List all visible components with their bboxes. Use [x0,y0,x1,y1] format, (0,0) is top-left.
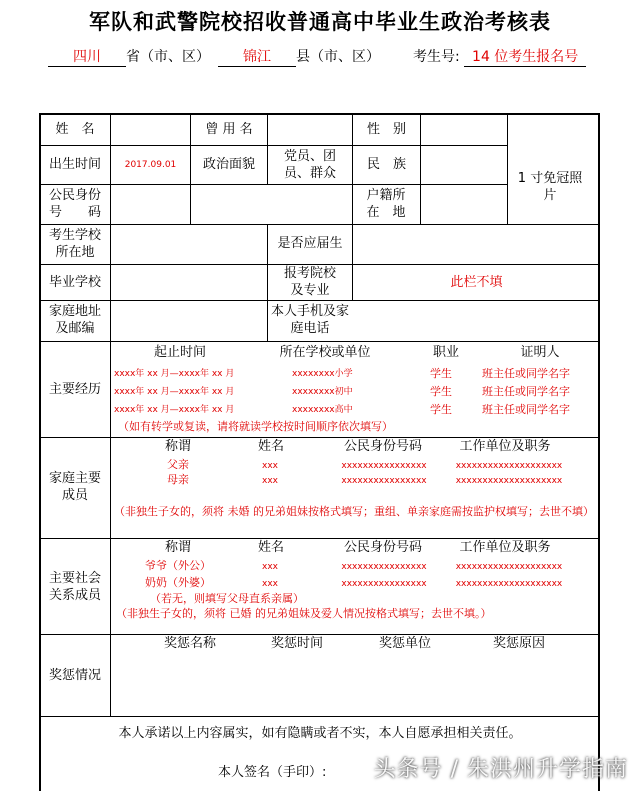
watermark: 头条号 / 朱洪州升学指南 [373,757,628,782]
family-note: （非独生子女的，须将 未婚 的兄弟姐妹按格式填写；重组、单亲家庭需按监护权填写；去世不填） [114,505,594,518]
exp-row-time: xxxx年 xx 月—xxxx年 xx 月 [114,387,235,397]
social-label: 主要社会关系成员 [48,571,101,603]
exam-no-line [413,46,586,67]
gender-label: 性 别 [366,122,406,137]
exp-row-job: 学生 [430,403,452,416]
experience-note: （如有转学或复读，请将就读学校按时间顺序依次填写） [118,420,393,433]
exp-row-witness: 班主任或同学名字 [482,403,570,416]
family-row-name: xxx [262,461,278,471]
family-row-work: xxxxxxxxxxxxxxxxxxxx [455,476,563,486]
awards-header-time: 奖惩时间 [270,636,323,651]
exp-row-job: 学生 [430,385,452,398]
experience-label: 主要经历 [48,382,101,397]
social-header-name: 姓名 [257,540,284,555]
exp-row-witness: 班主任或同学名字 [482,385,570,398]
political-label: 政治面貌 [202,157,255,172]
social-row-name: xxx [262,562,278,572]
social-header-relation: 称谓 [164,540,191,555]
social-row-id: xxxxxxxxxxxxxxxx [341,579,427,589]
county-line [218,46,380,67]
former-name-label: 曾 用 名 [205,122,253,137]
exp-header-time: 起止时间 [153,345,206,360]
social-header-work: 工作单位及职务 [459,540,551,555]
social-note-1: （若无，则填写父母直系亲属） [150,592,304,605]
family-row-id: xxxxxxxxxxxxxxxx [341,461,427,471]
exp-row-school: xxxxxxxx初中 [292,387,353,397]
social-header-id: 公民身份号码 [343,540,422,555]
school-location-label: 考生学校所在地 [48,228,101,260]
exp-header-job: 职业 [432,345,459,360]
social-note-2: （非独生子女的，须将 已婚 的兄弟姐妹及爱人情况按格式填写；去世不填。） [116,607,492,620]
social-row-work: xxxxxxxxxxxxxxxxxxxx [455,579,563,589]
address-label: 家庭地址及邮编 [48,304,101,336]
family-row-name: xxx [262,476,278,486]
family-row-work: xxxxxxxxxxxxxxxxxxxx [455,461,563,471]
social-row-relation: 爷爷（外公） [145,559,211,572]
id-label: 公民身份号 码 [48,188,101,220]
hukou-label: 户籍所在 地 [366,188,406,220]
awards-header-unit: 奖惩单位 [378,636,431,651]
social-row-work: xxxxxxxxxxxxxxxxxxxx [455,562,563,572]
county-suffix: 县（市、区） [296,49,380,65]
fresh-graduate-label: 是否应届生 [277,236,343,251]
exp-header-witness: 证明人 [520,345,560,360]
province-field[interactable]: 四川 [48,46,126,67]
family-label: 家庭主要成员 [48,471,101,503]
exp-row-witness: 班主任或同学名字 [482,367,570,380]
signature-label: 本人签名（手印）: [218,765,327,780]
social-row-id: xxxxxxxxxxxxxxxx [341,562,427,572]
family-header-id: 公民身份号码 [343,439,422,454]
ethnicity-label: 民 族 [366,157,406,172]
family-row-id: xxxxxxxxxxxxxxxx [341,476,427,486]
exam-no-label: 考生号: [413,49,460,65]
social-row-relation: 奶奶（外婆） [145,576,211,589]
social-row-name: xxx [262,579,278,589]
awards-label: 奖惩情况 [48,668,101,683]
exp-header-school: 所在学校或单位 [279,345,371,360]
exp-row-school: xxxxxxxx小学 [292,369,353,379]
awards-header-reason: 奖惩原因 [492,636,545,651]
family-header-work: 工作单位及职务 [459,439,551,454]
exp-row-school: xxxxxxxx高中 [292,405,353,415]
awards-header-name: 奖惩名称 [163,636,216,651]
province-suffix: 省（市、区） [126,49,210,65]
family-row-relation: 父亲 [167,458,189,471]
exam-no-field[interactable]: 14 位考生报名号 [464,46,586,67]
birth-label: 出生时间 [48,157,101,172]
pledge-text: 本人承诺以上内容属实，如有隐瞒或者不实，本人自愿承担相关责任。 [118,726,522,741]
phone-label: 本人手机及家庭电话 [271,304,350,336]
family-row-relation: 母亲 [167,473,189,486]
family-header-name: 姓名 [257,439,284,454]
form-title: 军队和武警院校招收普通高中毕业生政治考核表 [89,10,551,34]
name-label: 姓 名 [55,122,95,137]
province-line [48,46,210,67]
exp-row-time: xxxx年 xx 月—xxxx年 xx 月 [114,369,235,379]
graduate-school-label: 毕业学校 [48,275,101,290]
family-header-relation: 称谓 [164,439,191,454]
county-field[interactable]: 锦江 [218,46,296,67]
no-fill-note: 此栏不填 [450,275,503,290]
photo-label: 1 寸免冠照 片 [517,171,596,203]
exp-row-job: 学生 [430,367,452,380]
applied-school-label: 报考院校及专业 [283,266,336,298]
exp-row-time: xxxx年 xx 月—xxxx年 xx 月 [114,405,235,415]
political-value: 党员、团员、群众 [283,149,336,181]
birth-value[interactable]: 2017.09.01 [124,160,177,170]
